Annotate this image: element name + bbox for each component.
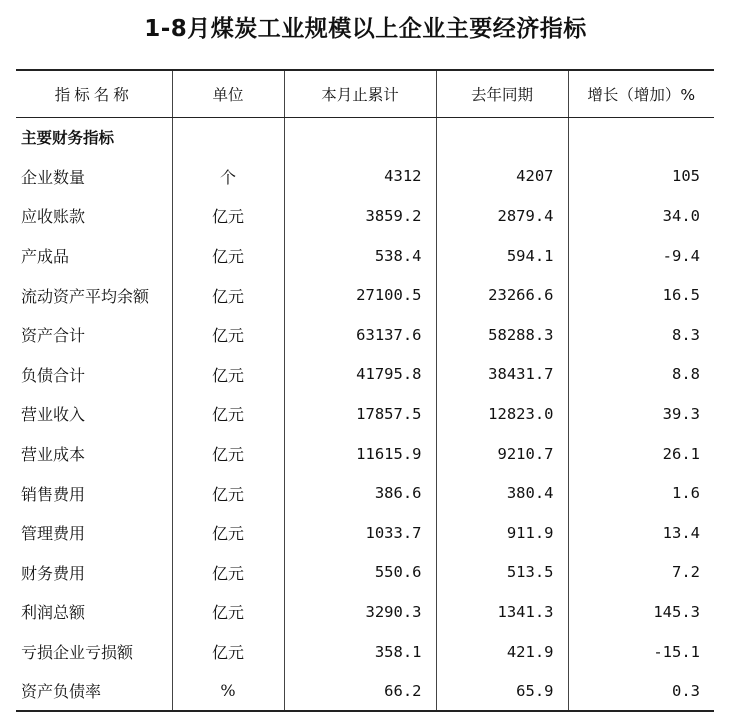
section-row (16, 117, 714, 157)
row-last-year-cell: 9210.7 (436, 434, 568, 474)
row-last-year-cell: 65.9 (436, 671, 568, 711)
row-name-cell: 企业数量 (21, 167, 86, 187)
row-name-cell: 资产负债率 (16, 671, 172, 711)
row-unit-cell: 亿元 (172, 236, 284, 276)
row-last-year-cell: 23266.6 (436, 275, 568, 315)
row-last-year-cell: 38431.7 (436, 355, 568, 395)
row-last-year-cell: 12823.0 (436, 394, 568, 434)
row-last-year-cell: 1341.3 (436, 592, 568, 632)
table-row (16, 553, 714, 593)
row-name-cell: 流动资产平均余额 (21, 286, 150, 306)
row-name-cell: 产成品 (21, 247, 70, 267)
row-growth-cell: -15.1 (568, 632, 714, 672)
row-current-cell: 3290.3 (284, 592, 436, 632)
table-header (16, 70, 714, 117)
row-name-cell: 资产合计 (21, 326, 86, 346)
row-last-year-cell: 58288.3 (436, 315, 568, 355)
row-last-year-cell: 2879.4 (436, 196, 568, 236)
row-current-cell: 538.4 (284, 236, 436, 276)
table-row (16, 671, 714, 711)
row-growth-cell: 8.8 (568, 355, 714, 395)
row-last-year-cell: 513.5 (436, 553, 568, 593)
row-current-cell: 386.6 (284, 473, 436, 513)
row-unit-cell: 亿元 (172, 473, 284, 513)
row-growth-cell: 8.3 (568, 315, 714, 355)
row-name-cell: 营业收入 (21, 405, 86, 425)
row-last-year-cell: 4207 (436, 157, 568, 197)
row-unit-cell: 个 (172, 157, 284, 197)
indicators-table (16, 69, 714, 712)
table-body (16, 117, 714, 711)
row-current-cell: 4312 (284, 157, 436, 197)
row-current-cell: 358.1 (284, 632, 436, 672)
row-unit-cell: 亿元 (172, 275, 284, 315)
header-last-year: 去年同期 (436, 70, 568, 117)
row-unit-cell: 亿元 (172, 434, 284, 474)
row-current-cell: 11615.9 (284, 434, 436, 474)
row-current-cell: 1033.7 (284, 513, 436, 553)
table-row (16, 275, 714, 315)
header-name: 指标名称 (16, 70, 172, 117)
table-row (16, 513, 714, 553)
row-name-cell: 利润总额 (21, 603, 86, 623)
table-row (16, 196, 714, 236)
row-growth-cell: 16.5 (568, 275, 714, 315)
row-growth-cell: 105 (568, 157, 714, 197)
table-row (16, 315, 714, 355)
row-growth-cell: -9.4 (568, 236, 714, 276)
row-unit-cell: 亿元 (172, 394, 284, 434)
row-name-cell: 管理费用 (21, 524, 86, 544)
section-empty-cell (172, 117, 284, 157)
page-title: 1-8月煤炭工业规模以上企业主要经济指标 (144, 16, 587, 42)
row-growth-cell: 1.6 (568, 473, 714, 513)
header-unit: 单位 (172, 70, 284, 117)
row-name-cell: 营业成本 (21, 445, 86, 465)
row-last-year-cell: 380.4 (436, 473, 568, 513)
section-empty-cell (568, 117, 714, 157)
row-current-cell: 66.2 (284, 671, 436, 711)
table-row (16, 157, 714, 197)
table-row (16, 592, 714, 632)
row-growth-cell: 34.0 (568, 196, 714, 236)
row-unit-cell: 亿元 (172, 196, 284, 236)
table-row (16, 394, 714, 434)
row-unit-cell: 亿元 (172, 315, 284, 355)
row-current-cell: 3859.2 (284, 196, 436, 236)
row-growth-cell: 145.3 (568, 592, 714, 632)
table-row (16, 236, 714, 276)
row-unit-cell: 亿元 (172, 592, 284, 632)
table-row (16, 355, 714, 395)
row-name-cell: 销售费用 (21, 484, 86, 504)
row-growth-cell: 39.3 (568, 394, 714, 434)
row-unit-cell: % (172, 671, 284, 711)
row-growth-cell: 26.1 (568, 434, 714, 474)
header-current: 本月止累计 (284, 70, 436, 117)
table-row (16, 434, 714, 474)
row-unit-cell: 亿元 (172, 632, 284, 672)
row-name-cell: 亏损企业亏损额 (21, 643, 134, 663)
row-current-cell: 41795.8 (284, 355, 436, 395)
table-row (16, 473, 714, 513)
row-growth-cell: 13.4 (568, 513, 714, 553)
header-growth: 增长（增加）% (568, 70, 714, 117)
row-current-cell: 550.6 (284, 553, 436, 593)
row-name-cell: 负债合计 (21, 365, 86, 385)
row-current-cell: 63137.6 (284, 315, 436, 355)
table-row (16, 632, 714, 672)
row-growth-cell: 7.2 (568, 553, 714, 593)
section-empty-cell (436, 117, 568, 157)
row-last-year-cell: 911.9 (436, 513, 568, 553)
section-empty-cell (284, 117, 436, 157)
row-current-cell: 27100.5 (284, 275, 436, 315)
row-unit-cell: 亿元 (172, 553, 284, 593)
row-name-cell: 财务费用 (21, 563, 86, 583)
row-current-cell: 17857.5 (284, 394, 436, 434)
row-growth-cell: 0.3 (568, 671, 714, 711)
row-name-cell: 应收账款 (21, 207, 86, 227)
row-unit-cell: 亿元 (172, 513, 284, 553)
row-last-year-cell: 421.9 (436, 632, 568, 672)
header-row (16, 70, 714, 117)
section-title: 主要财务指标 (21, 129, 115, 148)
row-unit-cell: 亿元 (172, 355, 284, 395)
row-last-year-cell: 594.1 (436, 236, 568, 276)
